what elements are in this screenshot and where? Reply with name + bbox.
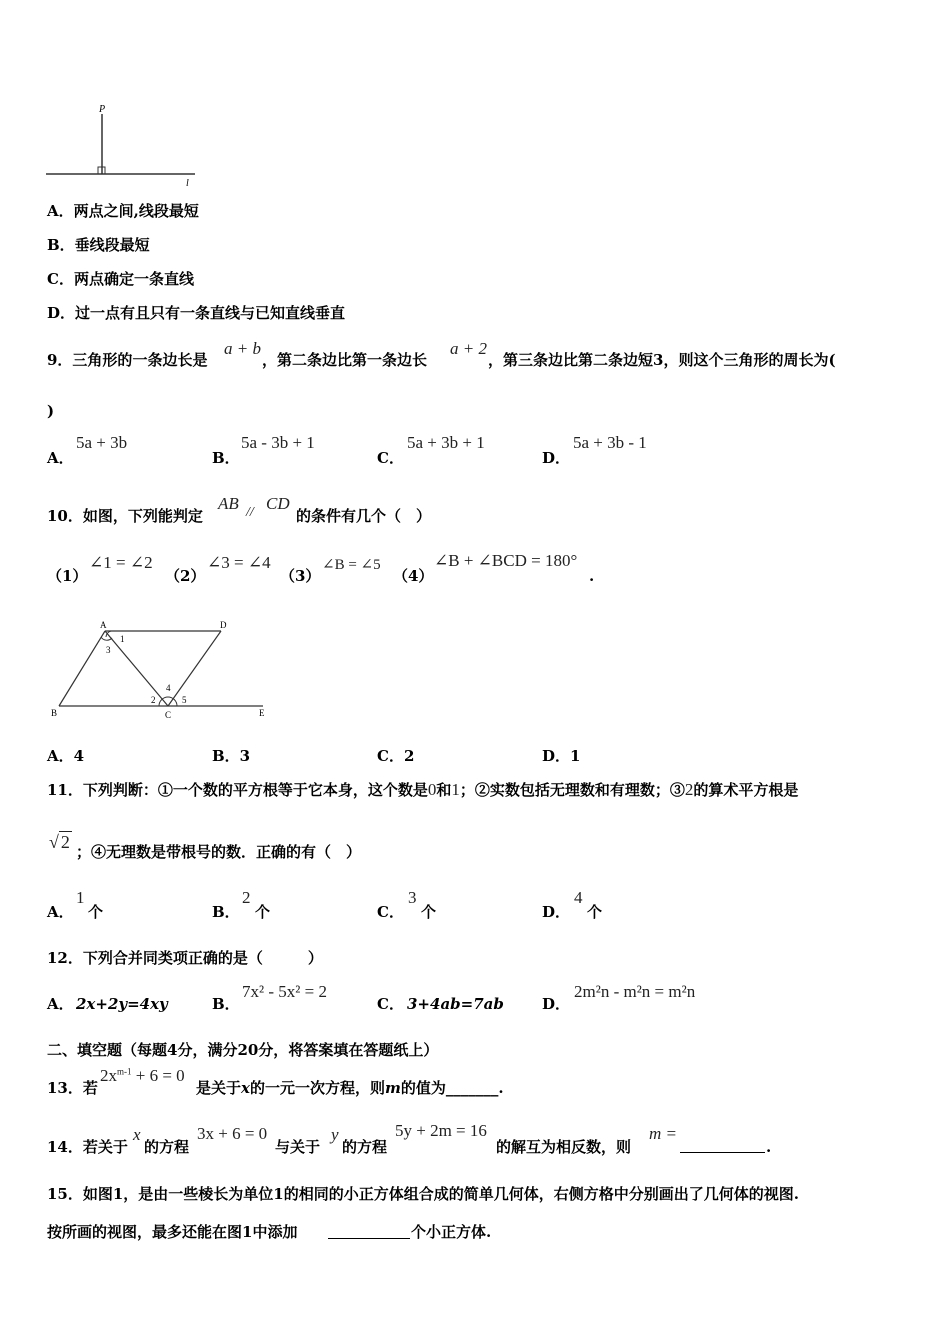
q14-y [331,1125,339,1145]
q11-line1 [47,780,798,800]
q11-line2: ；④无理数是带根号的数．正确的有（ ） [76,843,362,861]
q14-m [649,1124,677,1144]
q9-suffix: ，第三条边比第二条边短3，则这个三角形的周长为( [488,351,836,369]
q10-option-b: B．3 [212,747,251,765]
q12-option-b-letter: B． [212,995,240,1013]
q11-option-b-num: 2 [242,888,251,907]
q14-eq2: 5y + 2m = 16 [395,1121,487,1140]
label-1: 1 [120,634,125,644]
q11-option-a-num: 1 [76,888,85,907]
q12-option-d-expr: 2m²n - m²n = m²n [574,982,696,1001]
q11-option-a-unit: 个 [88,903,104,921]
q9-option-d-letter: D． [542,449,571,467]
q10-prefix: 10．如图，下列能判定 [47,507,203,525]
label-d: D [220,620,227,630]
q11-option-c-unit: 个 [421,903,437,921]
q10-cond1-num: （1） [47,567,88,585]
q11-zero: 0 [427,780,437,799]
q11-option-d-unit: 个 [587,903,603,921]
q10-option-c: C．2 [377,747,415,765]
q10-cond4-num: （4） [393,567,434,585]
q14-m-text: m = [649,1124,677,1143]
q15-line2-b: 个小正方体. [411,1223,492,1241]
q11-option-b-unit: 个 [255,903,271,921]
q15-answer-blank[interactable] [328,1224,410,1239]
q10-cond1-expr: ∠1 = ∠2 [89,553,153,572]
q11-line1-a: 11．下列判断：①一个数的平方根等于它本身，这个数是 [47,781,428,799]
label-b: B [51,708,58,718]
q10-figure [45,615,275,725]
q14-eq1: 3x + 6 = 0 [197,1124,268,1143]
q10-ab-text: AB [218,494,239,513]
label-3: 3 [106,645,111,655]
q10-option-a: A．4 [47,747,85,765]
q10-parallel-text: // [246,505,254,520]
q13-expr: 2x [100,1066,117,1085]
q13-suffix: 的值为_______. [400,1079,504,1097]
q8-option-c: C．两点确定一条直线 [47,270,194,288]
q11-option-d-num: 4 [574,888,583,907]
q14-mid1: 的方程 [144,1138,190,1156]
q11-one: 1 [451,780,460,799]
label-2: 2 [151,695,156,705]
q12-option-c-letter: C． [377,995,404,1013]
label-l: l [186,178,189,189]
sqrt-symbol: √ [49,832,59,852]
q10-ab [218,494,239,514]
q9-mid: ，第二条边比第一条边长 [262,351,428,369]
q11-two: 2 [684,780,694,799]
q14-x [133,1125,141,1145]
label-a: A [100,620,107,630]
sqrt-radicand: 2 [60,832,70,852]
q9-option-c-expr: 5a + 3b + 1 [407,433,485,452]
q10-cond4-expr: ∠B + ∠BCD = 180° [434,551,578,570]
q11-option-c-letter: C． [377,903,404,921]
q13-body [196,1078,504,1098]
q9-option-d-expr: 5a + 3b - 1 [573,433,647,452]
q12-option-a-expr: 2x+2y=4xy [76,995,168,1013]
q14-mid2: 与关于 [275,1138,321,1156]
q10-cond3-num: （3） [280,567,321,585]
label-4: 4 [166,683,171,693]
q14-x-text: x [133,1125,141,1144]
q8-option-a: A．两点之间,线段最短 [47,202,199,220]
q14-answer-blank[interactable] [680,1138,765,1153]
q12-option-c-expr: 3+4ab=7ab [407,995,504,1013]
line-dc [168,631,221,706]
q14-mid3: 的方程 [342,1138,388,1156]
line-ac [105,631,168,706]
q13-expr-tail: + 6 = 0 [131,1066,185,1085]
q10-period: . [589,567,595,585]
q9-prefix: 9．三角形的一条边长是 [47,351,208,369]
q14-end: . [766,1138,772,1156]
line-ab [59,631,105,706]
q9-expr2 [450,339,487,359]
q15-line1: 15．如图1，是由一些棱长为单位1的相同的小正方体组合成的简单几何体，右侧方格中分别画出了几何体的视图. [47,1185,799,1203]
q9-expr2-text: a + 2 [450,339,487,358]
label-5: 5 [182,695,187,705]
q12-stem: 12．下列合并同类项正确的是（ ） [47,949,323,967]
q9-expr1-text: a + b [224,339,261,358]
q13-var-x: x [241,1079,250,1097]
q13-equation [100,1066,185,1086]
arc-angle-1 [106,631,111,637]
q11-and: 和 [436,781,452,799]
q14-mid4: 的解互为相反数，则 [496,1138,632,1156]
q8-option-b: B．垂线段最短 [47,236,150,254]
section2-heading: 二、填空题（每题4分，满分20分，将答案填在答题纸上） [47,1041,439,1059]
q13-var-m: m [384,1079,401,1097]
label-e: E [259,708,265,718]
q11-sqrt2 [49,832,72,853]
q11-option-c-num: 3 [408,888,417,907]
q14-prefix: 14．若关于 [47,1138,128,1156]
q10-cond2-expr: ∠3 = ∠4 [207,553,271,572]
q14-y-text: y [331,1125,339,1144]
q10-suffix: 的条件有几个（ ） [296,507,432,525]
q11-option-a-letter: A． [47,903,74,921]
q13-exponent: m-1 [117,1066,132,1077]
q11-option-d-letter: D． [542,903,571,921]
q9-option-a-letter: A． [47,449,74,467]
q13-mid: 是关于 [196,1079,242,1097]
q10-cd-text: CD [266,494,290,513]
q10-cd [266,494,290,514]
label-p: P [99,104,106,115]
perpendicular-figure [40,100,200,190]
q9-option-b-expr: 5a - 3b + 1 [241,433,315,452]
q11-line1-c: 的算术平方根是 [693,781,799,799]
q13-mid2: 的一元一次方程，则 [249,1079,385,1097]
q11-option-b-letter: B． [212,903,240,921]
q9-close: ) [47,402,55,420]
q9-option-c-letter: C． [377,449,404,467]
q12-option-a-letter: A． [47,995,74,1013]
q10-cond2-num: （2） [165,567,206,585]
q10-option-d: D．1 [542,747,581,765]
q10-cond3-expr: ∠B = ∠5 [322,557,381,573]
q9-expr1 [224,339,261,359]
q9-option-b-letter: B． [212,449,240,467]
q8-option-d: D．过一点有且只有一条直线与已知直线垂直 [47,304,346,322]
q10-parallel [246,505,254,521]
q11-line1-b: ；②实数包括无理数和有理数；③ [459,781,685,799]
q15-line2-a: 按所画的视图，最多还能在图1中添加 [47,1223,298,1241]
q12-option-b-expr: 7x² - 5x² = 2 [242,982,327,1001]
q12-option-d-letter: D． [542,995,571,1013]
q9-option-a-expr: 5a + 3b [76,433,128,452]
q13-prefix: 13．若 [47,1079,98,1097]
label-c: C [165,710,172,720]
